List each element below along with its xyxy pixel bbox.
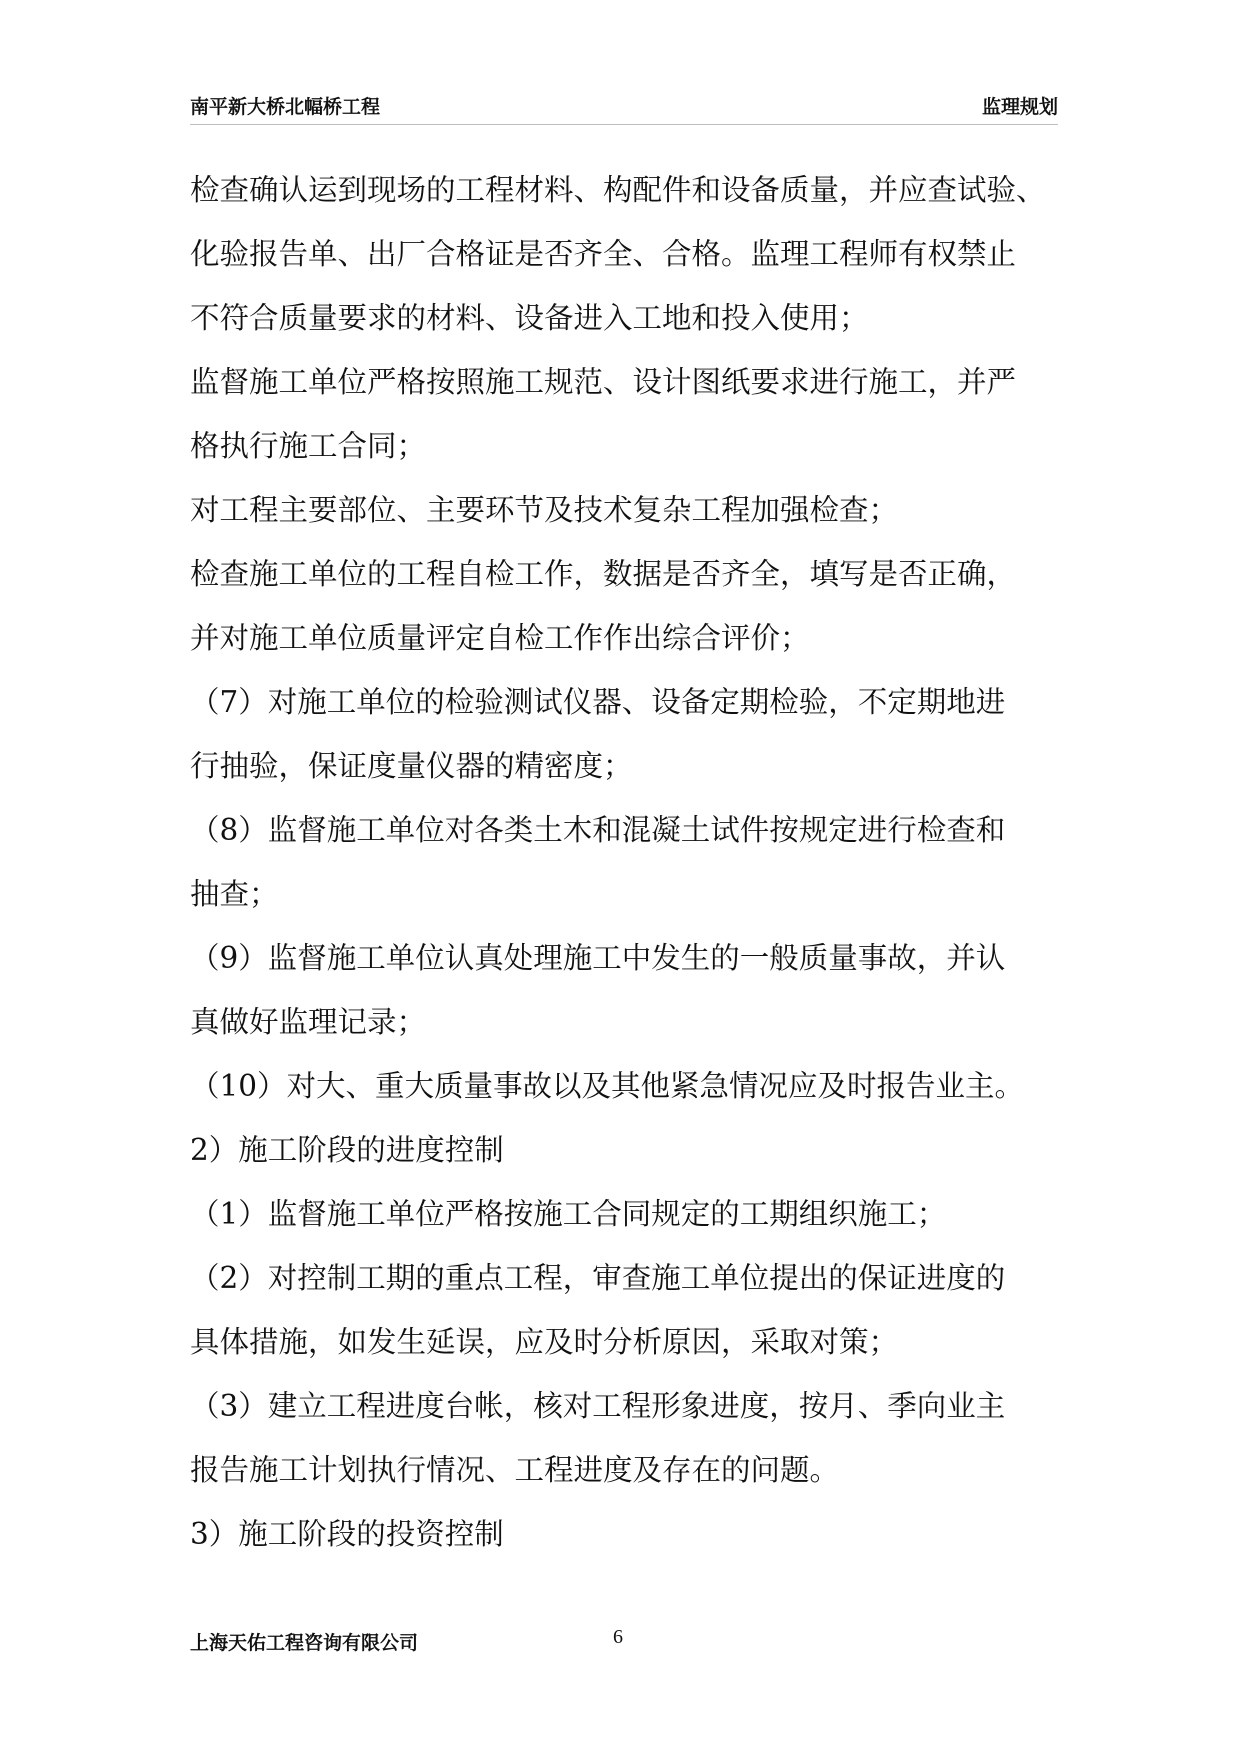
body-line: （7）对施工单位的检验测试仪器、设备定期检验，不定期地进 bbox=[190, 685, 1006, 719]
body-line: 化验报告单、出厂合格证是否齐全、合格。监理工程师有权禁止 bbox=[190, 237, 1017, 271]
body-line: 不符合质量要求的材料、设备进入工地和投入使用； bbox=[190, 301, 869, 335]
body-line: 报告施工计划执行情况、工程进度及存在的问题。 bbox=[190, 1453, 840, 1487]
body-line: （1）监督施工单位严格按施工合同规定的工期组织施工； bbox=[190, 1197, 947, 1231]
body-line: （9）监督施工单位认真处理施工中发生的一般质量事故，并认 bbox=[190, 941, 1006, 975]
page-number: 6 bbox=[613, 1626, 623, 1648]
body-line: 真做好监理记录； bbox=[190, 1005, 427, 1039]
section-heading: 2）施工阶段的进度控制 bbox=[190, 1133, 504, 1167]
page-header bbox=[190, 92, 1058, 122]
body-line: 行抽验，保证度量仪器的精密度； bbox=[190, 749, 633, 783]
body-line: （8）监督施工单位对各类土木和混凝土试件按规定进行检查和 bbox=[190, 813, 1006, 847]
body-line: 监督施工单位严格按照施工规范、设计图纸要求进行施工，并严 bbox=[190, 365, 1017, 399]
body-line: 抽查； bbox=[190, 877, 279, 911]
body-line: 对工程主要部位、主要环节及技术复杂工程加强检查； bbox=[190, 493, 899, 527]
body-line: （3）建立工程进度台帐，核对工程形象进度，按月、季向业主 bbox=[190, 1389, 1006, 1423]
body-line: 并对施工单位质量评定自检工作作出综合评价； bbox=[190, 621, 810, 655]
document-type: 监理规划 bbox=[981, 96, 1058, 118]
company-name: 上海天佑工程咨询有限公司 bbox=[190, 1632, 419, 1654]
body-line: 格执行施工合同； bbox=[190, 429, 427, 463]
project-title: 南平新大桥北幅桥工程 bbox=[190, 96, 381, 118]
body-line: （10）对大、重大质量事故以及其他紧急情况应及时报告业主。 bbox=[190, 1069, 1025, 1103]
document-body bbox=[190, 158, 1066, 1566]
header-divider bbox=[190, 124, 1058, 125]
page-footer bbox=[190, 1628, 1058, 1658]
section-heading: 3）施工阶段的投资控制 bbox=[190, 1517, 504, 1551]
body-line: 检查确认运到现场的工程材料、构配件和设备质量，并应查试验、 bbox=[190, 173, 1046, 207]
body-line: 检查施工单位的工程自检工作，数据是否齐全，填写是否正确， bbox=[190, 557, 1017, 591]
body-line: （2）对控制工期的重点工程，审查施工单位提出的保证进度的 bbox=[190, 1261, 1006, 1295]
body-line: 具体措施，如发生延误，应及时分析原因，采取对策； bbox=[190, 1325, 899, 1359]
